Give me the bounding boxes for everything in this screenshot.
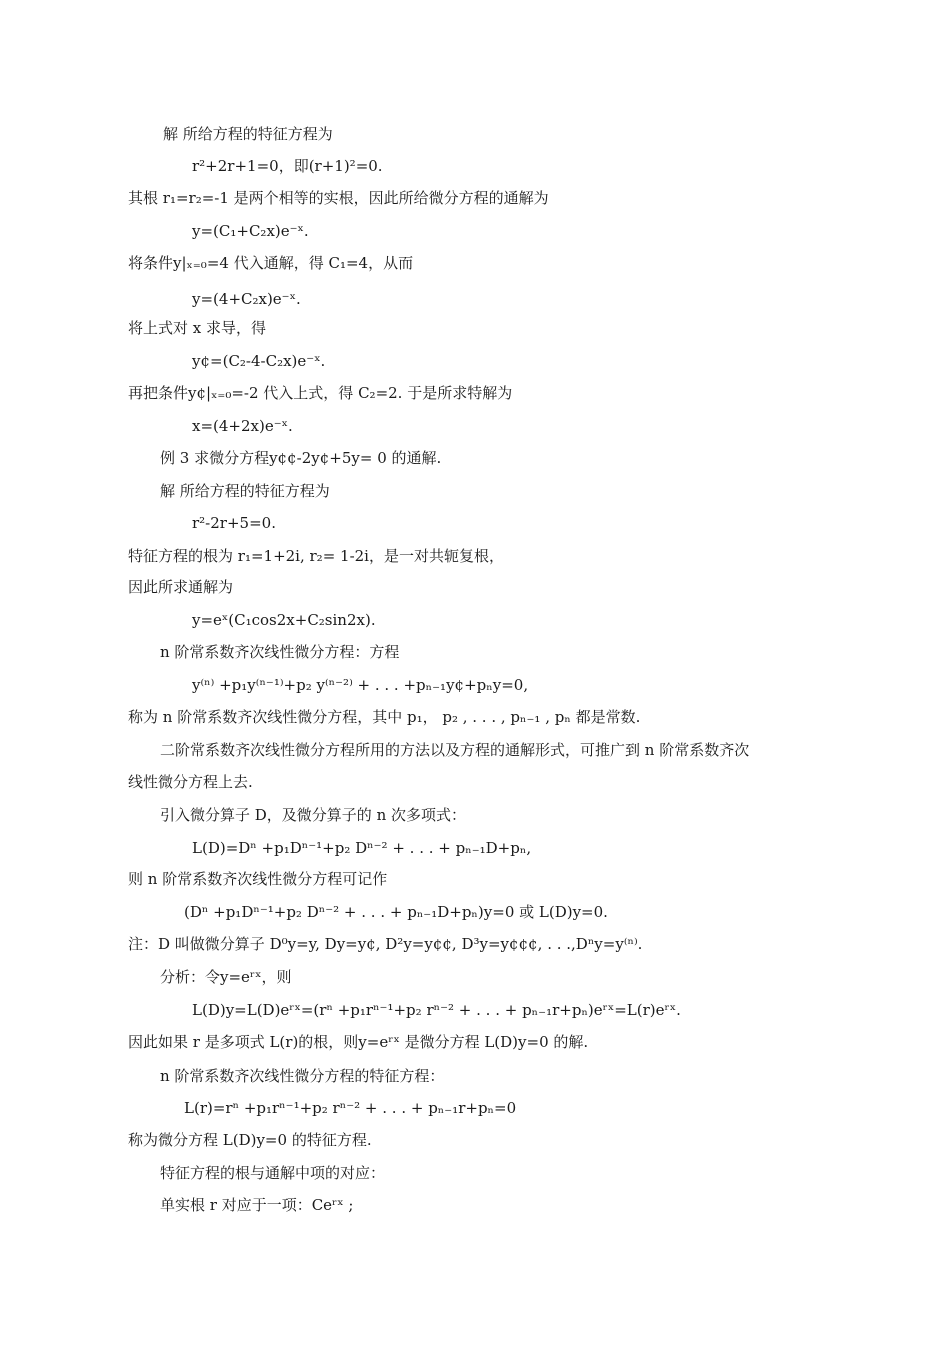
line-30: n 阶常系数齐次线性微分方程的特征方程： <box>160 1067 445 1085</box>
line-33: 特征方程的根与通解中项的对应： <box>160 1164 386 1182</box>
line-34: 单实根 r 对应于一项：Ceʳˣ ; <box>160 1196 354 1214</box>
line-10: x=(4+2x)e⁻ˣ. <box>192 417 293 435</box>
line-32: 称为微分方程 L(D)y=0 的特征方程. <box>128 1131 372 1149</box>
line-11: 例 3 求微分方程y¢¢-2y¢+5y= 0 的通解. <box>160 449 442 467</box>
line-24: 则 n 阶常系数齐次线性微分方程可记作 <box>128 870 388 888</box>
line-18: y⁽ⁿ⁾ +p₁y⁽ⁿ⁻¹⁾+p₂ y⁽ⁿ⁻²⁾ + . . . +pₙ₋₁y¢+pₙy=0, <box>192 676 529 694</box>
line-25: (Dⁿ +p₁Dⁿ⁻¹+p₂ Dⁿ⁻² + . . . + pₙ₋₁D+pₙ)y=0 或 L(D)y=0. <box>184 903 608 921</box>
line-4: y=(C₁+C₂x)e⁻ˣ. <box>192 222 309 240</box>
line-19: 称为 n 阶常系数齐次线性微分方程，其中 p₁， p₂ , . . . , pₙ₋₁ , pₙ 都是常数. <box>128 708 641 726</box>
line-13: r²-2r+5=0. <box>192 514 276 532</box>
line-8: y¢=(C₂-4-C₂x)e⁻ˣ. <box>192 352 326 370</box>
line-5: 将条件y|ₓ₌₀=4 代入通解，得 C₁=4，从而 <box>128 254 414 272</box>
line-29: 因此如果 r 是多项式 L(r)的根，则y=eʳˣ 是微分方程 L(D)y=0 的解. <box>128 1033 589 1051</box>
line-15: 因此所求通解为 <box>128 578 234 596</box>
line-7: 将上式对 x 求导，得 <box>128 319 266 337</box>
line-31: L(r)=rⁿ +p₁rⁿ⁻¹+p₂ rⁿ⁻² + . . . + pₙ₋₁r+pₙ=0 <box>184 1099 517 1117</box>
line-6: y=(4+C₂x)e⁻ˣ. <box>192 290 301 308</box>
line-1: 解 所给方程的特征方程为 <box>163 125 333 143</box>
line-26: 注：D 叫做微分算子 D⁰y=y, Dy=y¢, D²y=y¢¢, D³y=y¢¢¢, . . .,Dⁿy=y⁽ⁿ⁾. <box>128 935 643 953</box>
line-22: 引入微分算子 D，及微分算子的 n 次多项式： <box>160 806 466 824</box>
line-14: 特征方程的根为 r₁=1+2i, r₂= 1-2i，是一对共轭复根， <box>128 547 504 565</box>
line-16: y=eˣ(C₁cos2x+C₂sin2x). <box>192 611 376 629</box>
line-21: 线性微分方程上去. <box>128 773 253 791</box>
line-20: 二阶常系数齐次线性微分方程所用的方法以及方程的通解形式，可推广到 n 阶常系数齐次 <box>160 741 750 759</box>
line-28: L(D)y=L(D)eʳˣ=(rⁿ +p₁rⁿ⁻¹+p₂ rⁿ⁻² + . . . + pₙ₋₁r+pₙ)eʳˣ=L(r)eʳˣ. <box>192 1001 681 1019</box>
line-12: 解 所给方程的特征方程为 <box>160 482 330 500</box>
line-23: L(D)=Dⁿ +p₁Dⁿ⁻¹+p₂ Dⁿ⁻² + . . . + pₙ₋₁D+pₙ, <box>192 839 532 857</box>
line-9: 再把条件y¢|ₓ₌₀=-2 代入上式，得 C₂=2. 于是所求特解为 <box>128 384 513 402</box>
line-3: 其根 r₁=r₂=-1 是两个相等的实根，因此所给微分方程的通解为 <box>128 189 549 207</box>
line-2: r²+2r+1=0，即(r+1)²=0. <box>192 157 383 175</box>
line-27: 分析：令y=eʳˣ，则 <box>160 968 292 986</box>
line-17: n 阶常系数齐次线性微分方程：方程 <box>160 643 400 661</box>
